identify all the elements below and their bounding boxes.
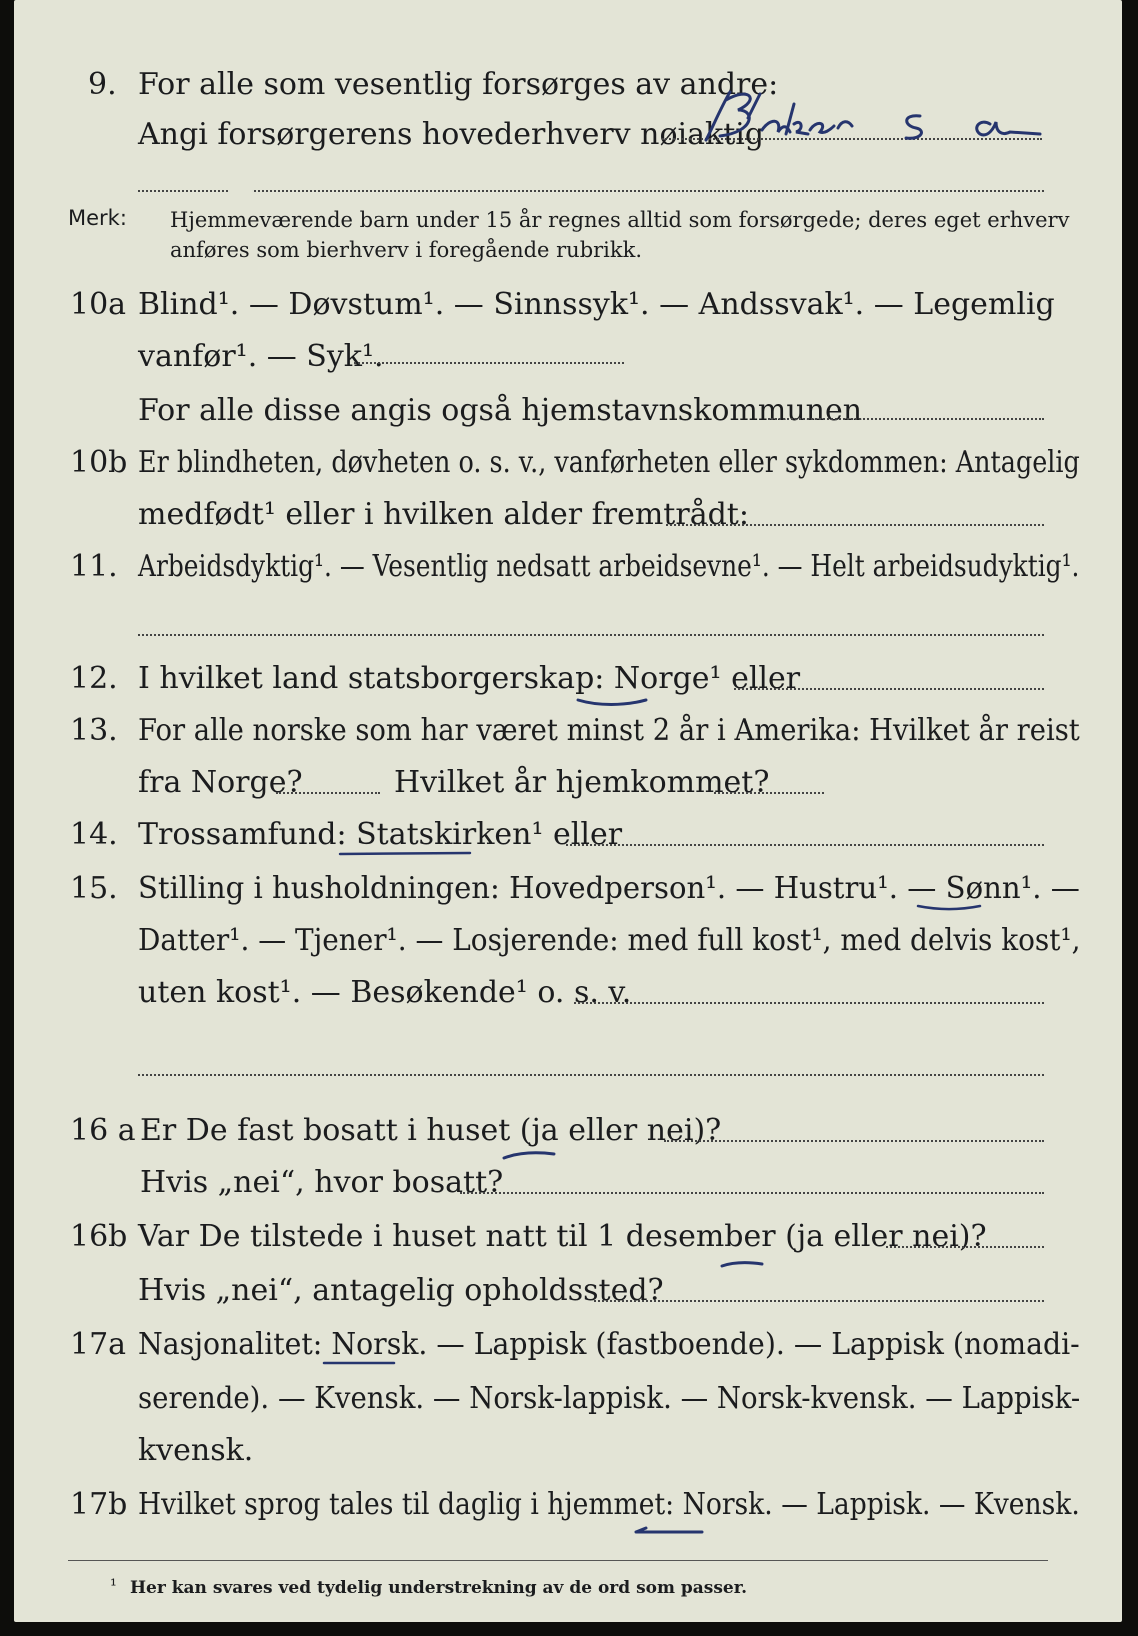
- q15-number: 15.: [70, 871, 118, 906]
- underline-norge: [574, 692, 654, 712]
- footnote-rule: [68, 1560, 1048, 1561]
- q13-hjemkommet-dotline: [714, 792, 824, 794]
- underline-sonn: [914, 898, 984, 914]
- q9-number: 9.: [88, 67, 117, 102]
- handwriting-baker: [690, 74, 1050, 154]
- q9-line2: Angi forsørgerens hovederhverv nøiaktig: [138, 117, 765, 152]
- q10a-line1: Blind¹. — Døvstum¹. — Sinnssyk¹. — Andssvak¹. — Legemlig: [138, 287, 1055, 322]
- q10a-syk-dotline: [354, 362, 624, 364]
- q16a-bosatt-dotline: [460, 1192, 1044, 1194]
- q12-line1: I hvilket land statsborgerskap: Norge¹ eller: [138, 661, 801, 696]
- q17a-line2: serende). — Kvensk. — Norsk-lappisk. — Norsk-kvensk. — Lappisk-: [138, 1381, 1081, 1416]
- q17b-line1: Hvilket sprog tales til daglig i hjemmet: Norsk. — Lappisk. — Kvensk.: [138, 1487, 1080, 1522]
- q17b-number: 17b: [70, 1487, 128, 1522]
- q16a-dotline: [664, 1140, 1044, 1142]
- q10a-number: 10a: [70, 287, 127, 322]
- q11-number: 11.: [70, 549, 118, 584]
- q17a-number: 17a: [70, 1327, 127, 1362]
- q16a-line2: Hvis „nei“, hvor bosatt?: [140, 1165, 504, 1200]
- q15-dotline-a: [574, 1002, 1044, 1004]
- q10a-line3: For alle disse angis også hjemstavnskommunen: [138, 393, 863, 428]
- q15-line2: Datter¹. — Tjener¹. — Losjerende: med full kost¹, med delvis kost¹,: [138, 923, 1081, 958]
- q9-extra-dotline-b: [254, 190, 1044, 192]
- q10b-dotline: [666, 524, 1044, 526]
- underline-norsk-17b: [632, 1524, 712, 1540]
- q12-number: 12.: [70, 661, 118, 696]
- q10a-kommune-dotline: [768, 418, 1044, 420]
- q13-line1: For alle norske som har været minst 2 år i Amerika: Hvilket år reist: [138, 713, 1080, 748]
- q15-line1: Stilling i husholdningen: Hovedperson¹. — Hustru¹. — Sønn¹. —: [138, 871, 1080, 906]
- q14-dotline: [566, 844, 1044, 846]
- q13-number: 13.: [70, 713, 118, 748]
- q16b-dotline: [886, 1246, 1044, 1248]
- q16a-number: 16 a: [70, 1113, 136, 1148]
- q9-line1: For alle som vesentlig forsørges av andre:: [138, 67, 779, 102]
- q16a-line1: Er De fast bosatt i huset (ja eller nei)?: [140, 1113, 722, 1148]
- q10a-line2: vanfør¹. — Syk¹.: [138, 339, 384, 374]
- q16b-number: 16b: [70, 1219, 128, 1254]
- footnote-marker: ¹: [110, 1576, 117, 1596]
- q11-line1: Arbeidsdyktig¹. — Vesentlig nedsatt arbeidsevne¹. — Helt arbeidsudyktig¹.: [138, 549, 1080, 584]
- q17a-line1: Nasjonalitet: Norsk. — Lappisk (fastboende). — Lappisk (nomadi-: [138, 1327, 1080, 1362]
- q15-line3: uten kost¹. — Besøkende¹ o. s. v.: [138, 975, 632, 1010]
- q9-extra-dotline-a: [138, 190, 228, 192]
- underline-statskirken: [336, 846, 476, 860]
- q13-line2b: Hvilket år hjemkommet?: [394, 765, 770, 800]
- underline-norsk: [320, 1356, 400, 1370]
- merk-label: Merk:: [68, 206, 127, 230]
- q15-dotline-b: [138, 1074, 1044, 1076]
- q16b-line2: Hvis „nei“, antagelig opholdssted?: [138, 1273, 664, 1308]
- q11-dotline: [138, 634, 1044, 636]
- census-form-page: [14, 0, 1122, 1622]
- q12-dotline: [734, 688, 1044, 690]
- footnote-text: Her kan svares ved tydelig understrekning av de ord som passer.: [130, 1578, 748, 1598]
- q10b-line2: medfødt¹ eller i hvilken alder fremtrådt:: [138, 497, 749, 532]
- underline-ja-16b: [718, 1256, 768, 1272]
- underline-ja: [500, 1146, 560, 1166]
- q16b-opholdssted-dotline: [594, 1300, 1044, 1302]
- q10b-line1: Er blindheten, døvheten o. s. v., vanførheten eller sykdommen: Antagelig: [138, 445, 1080, 480]
- merk-line1: Hjemmeværende barn under 15 år regnes alltid som forsørgede; deres eget erhverv: [170, 208, 1070, 232]
- merk-line2: anføres som bierhverv i foregående rubrikk.: [170, 238, 643, 262]
- q16b-line1: Var De tilstede i huset natt til 1 desember (ja eller nei)?: [138, 1219, 987, 1254]
- q13-reist-dotline: [276, 792, 380, 794]
- q10b-number: 10b: [70, 445, 128, 480]
- q14-number: 14.: [70, 817, 118, 852]
- q13-line2a: fra Norge?: [138, 765, 303, 800]
- q17a-line3: kvensk.: [138, 1433, 254, 1468]
- q14-line1: Trossamfund: Statskirken¹ eller: [138, 817, 623, 852]
